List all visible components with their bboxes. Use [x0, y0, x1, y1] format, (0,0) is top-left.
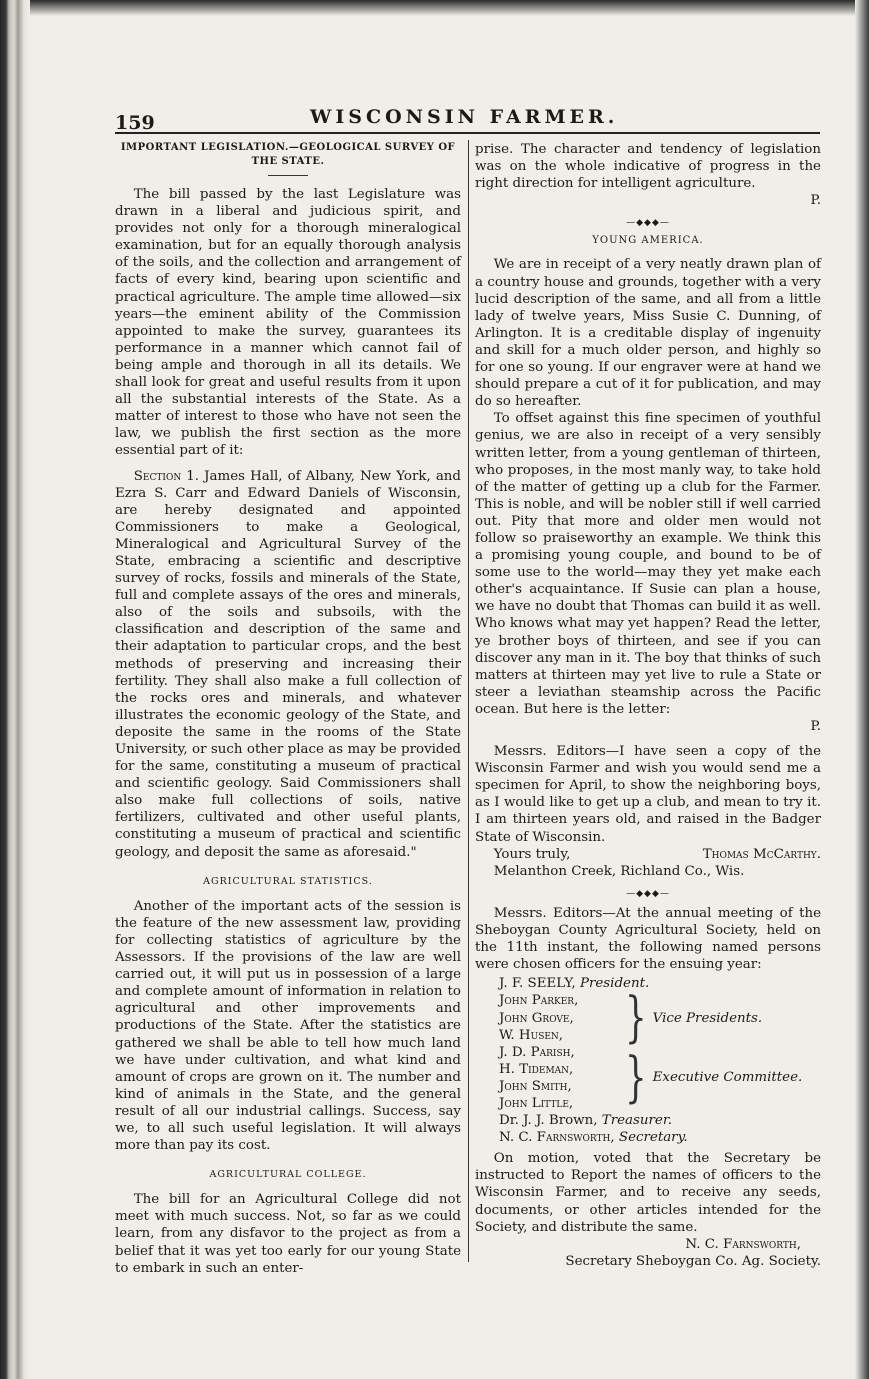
article-heading: IMPORTANT LEGISLATION.—GEOLOGICAL SURVEY OF THE STATE.: [120, 142, 456, 167]
section-label: Section 1.: [133, 468, 200, 484]
secretary-name: N. C. Farnsworth,: [499, 1130, 615, 1146]
left-column: [115, 141, 461, 1277]
executive-committee-role: Executive Committee.: [652, 1070, 803, 1086]
officers-list: [485, 975, 821, 1146]
author-initial: P.: [810, 193, 821, 209]
heading-rule: [268, 175, 308, 176]
officer-name: H. Tideman,: [499, 1061, 574, 1077]
article-heading: AGRICULTURAL COLLEGE.: [209, 1169, 367, 1181]
treasurer-role: Treasurer.: [601, 1113, 673, 1129]
right-column: [475, 141, 821, 1270]
book-binding-edge: [0, 0, 30, 1379]
ornament-divider: —◆◆◆—: [626, 888, 670, 899]
running-head: WISCONSIN FARMER.: [310, 106, 619, 128]
header-rule: [115, 132, 820, 134]
secretary-line: [485, 1129, 821, 1146]
article-heading: YOUNG AMERICA.: [592, 235, 704, 247]
president-role: President.: [579, 976, 650, 992]
brace-glyph: }: [625, 986, 647, 1051]
article-paragraph: The bill for an Agricultural College did not meet with much success. Not, so far as we could learn, from any disfavor to the project as from a belief that it was yet too early for our young State to embark in such an enter-: [115, 1192, 461, 1276]
officer-name: W. Husen,: [499, 1027, 564, 1043]
brace-glyph: }: [625, 1045, 647, 1110]
article-paragraph: We are in receipt of a very neatly drawn plan of a country house and grounds, together with a very lucid description of the same, and all from a little lady of twelve years, Miss Susie C. Dunning, of Arlington. It is a creditable display of ingenuity and skill for a much older person, and highly so for one so young. If our engraver were at hand we should prepare a cut of it for publication, and may do so hereafter.: [475, 257, 821, 410]
officer-name: John Little,: [499, 1095, 574, 1111]
signature-title: Secretary Sheboygan Co. Ag. Society.: [565, 1253, 821, 1269]
article-paragraph: Another of the important acts of the session is the feature of the new assessment law, providing for collecting statistics of agriculture by the Assessors. If the provisions of the law are well carried out, it will put us in possession of a large and complete amount of information in relation to agricultural and other improvements and productions of the State. After the statistics are gathered we shall be able to tell how much land we have under cultivation, and what kind and amount of crops are grown on it. The number and kind of animals in the State, and the general result of all our industrial callings. Success, say we, to all such useful legislation. It will always more than pay its cost.: [115, 898, 461, 1154]
letter-address: Melanthon Creek, Richland Co., Wis.: [493, 863, 745, 879]
article-paragraph: On motion, voted that the Secretary be instructed to Report the names of officers to the Wisconsin Farmer, and to receive any seeds, documents, or other articles intended for the Society, and distribute the same.: [475, 1151, 821, 1235]
letter-closing: Yours truly,: [493, 846, 571, 862]
continued-paragraph: prise. The character and tendency of legislation was on the whole indicative of progress in the right direction for intelligent agriculture.: [475, 142, 821, 192]
officer-name: John Grove,: [499, 1010, 574, 1026]
signature-name: N. C. Farnsworth,: [685, 1236, 801, 1252]
article-paragraph: The bill passed by the last Legislature was drawn in a liberal and judicious spirit, and provides not only for a thorough mineralogical examination, but for an equally thorough analysis of the soils, and the collection and arrangement of facts of every kind, bearing upon scientific and practical agriculture. The ample time allowed—six years—the eminent ability of the Commission appointed to make the survey, guarantees its performance in a manner which cannot fail of being ample and thorough in all its details. We shall look for great and useful results from it upon all the substantial interests of the State. As a matter of interest to those who have not seen the law, we publish the first section as the more essential part of it:: [115, 187, 461, 459]
law-section-paragraph: [115, 468, 461, 861]
treasurer-line: [485, 1112, 821, 1129]
officer-name: J. D. Parish,: [499, 1044, 575, 1060]
president-name: J. F. SEELY,: [499, 976, 576, 992]
article-heading: AGRICULTURAL STATISTICS.: [203, 875, 373, 887]
section-text: James Hall, of Albany, New York, and Ezra S. Carr and Edward Daniels of Wisconsin, are hereby designated and appointed Commissioners to make a Geological, Mineralogical and Agricultural Survey of the State, embracing a scientific and descriptive survey of rocks, fossils and minerals of the State, full and complete assays of the ores and minerals, also of the soils and subsoils, with the classification and description of the same and their adaptation to particular crops, and the best methods of preserving and increasing their fertility. They shall also make a full collection of the rocks ores and minerals, and whatever illustrates the economic geology of the State, and deposite the same in the rooms of the State University, or such other place as may be provided for the same, constituting a museum of practical and scientific geology. Said Commissioners shall also make full collections of soils, native fertilizers, cultivated and other useful plants, constituting a museum of practical and scientific geology, and deposit the same as aforesaid.": [115, 468, 461, 860]
officer-name: John Smith,: [499, 1078, 572, 1094]
article-paragraph: Messrs. Editors—At the annual meeting of the Sheboygan County Agricultural Society, held on the 11th instant, the following named persons were chosen officers for the ensuing year:: [475, 905, 821, 973]
author-initial: P.: [810, 719, 821, 734]
letter-paragraph: Messrs. Editors—I have seen a copy of the Wisconsin Farmer and wish you would send me a specimen for April, to show the neighboring boys, as I would like to get up a club, and mean to try it. I am thirteen years old, and raised in the Badger State of Wisconsin.: [475, 744, 821, 845]
vice-presidents-group: [485, 986, 821, 1051]
secretary-role: Secretary.: [618, 1130, 688, 1146]
executive-committee-group: [485, 1044, 821, 1112]
vice-presidents-role: Vice Presidents.: [652, 1010, 763, 1026]
ornament-divider: —◆◆◆—: [626, 218, 670, 229]
treasurer-name: Dr. J. J. Brown,: [499, 1113, 598, 1129]
page: [30, 0, 855, 1379]
scan-right-shadow: [855, 0, 869, 1379]
page-number: 159: [115, 112, 155, 134]
article-paragraph: To offset against this fine specimen of youthful genius, we are also in receipt of a very sensibly written letter, from a young gentleman of thirteen, who proposes, in the most manly way, to take hold of the matter of getting up a club for the Farmer. This is noble, and will be nobler still if well carried out. Pity that more and older men would not follow so praiseworthy an example. We think this a promising young couple, and bound to be of some use to the world—may they yet make each other's acquaintance. If Susie can plan a house, we have no doubt that Thomas can build it as well. Who knows what may yet happen? Read the letter, ye brother boys of thirteen, and see if you can discover any man in it. The boy that thinks of such matters at thirteen may yet live to rule a State or steer a leviathan steamship across the Pacific ocean. But here is the letter:: [475, 411, 821, 717]
letter-signer: Thomas McCarthy.: [702, 846, 821, 862]
column-divider: [468, 140, 469, 1262]
letter-signoff: [475, 846, 821, 863]
president-line: [485, 975, 821, 992]
officer-name: John Parker,: [499, 993, 579, 1009]
